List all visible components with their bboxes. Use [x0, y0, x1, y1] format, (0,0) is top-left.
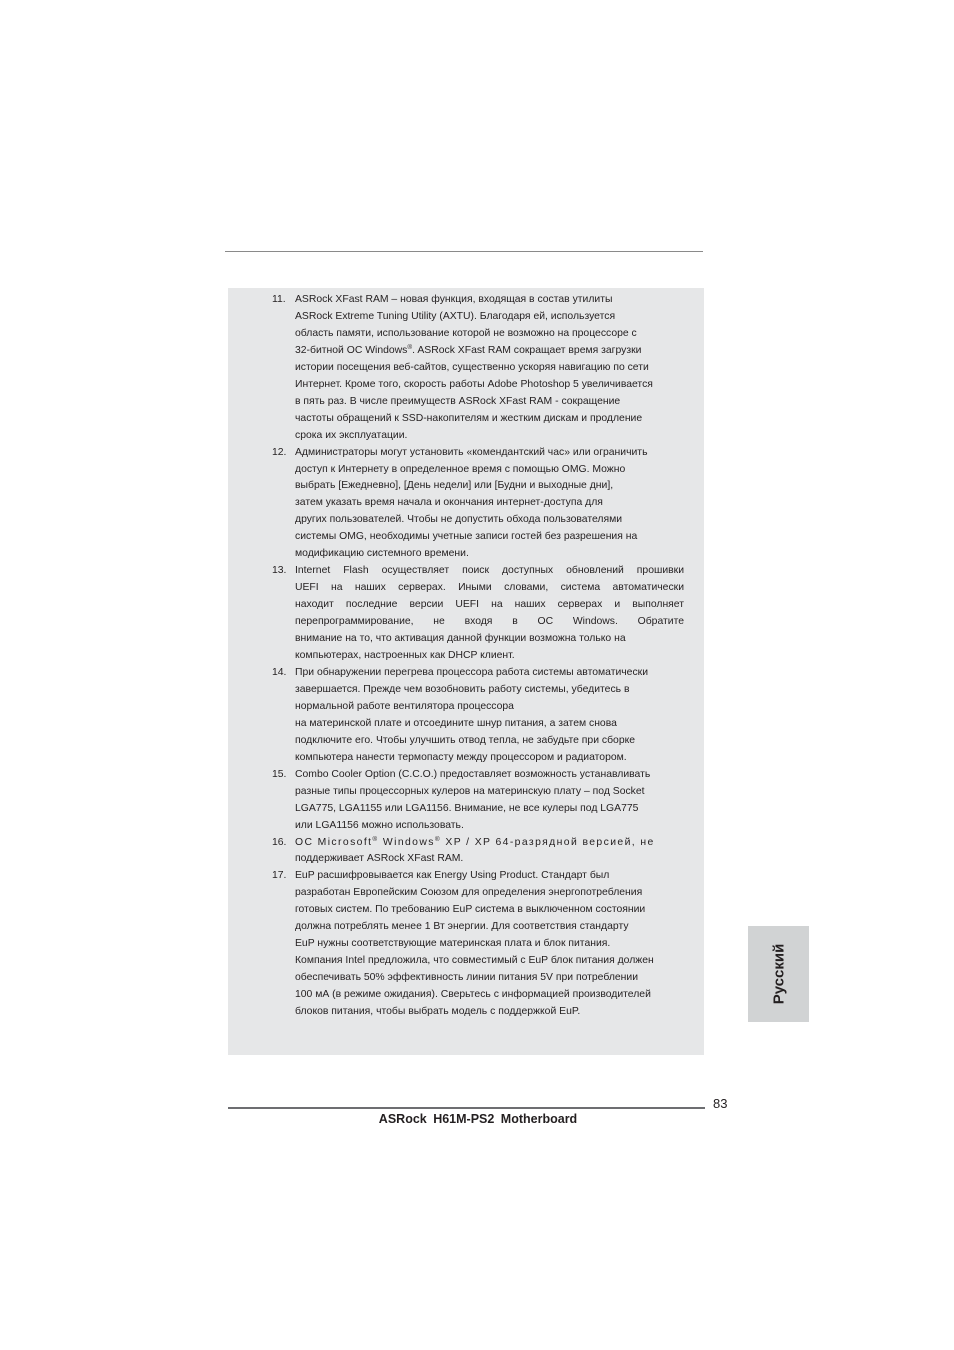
text-segment: блоков питания, чтобы выбрать модель с поддержкой EuP.: [295, 1006, 581, 1018]
text-segment: Combo Cooler Option (C.C.O.) предоставляет возможность устанавливать: [295, 768, 651, 780]
note-line: [295, 868, 684, 885]
text-segment: компьютерах, настроенных как DHCP клиент.: [295, 650, 515, 662]
registered-mark: ®: [372, 835, 379, 843]
note-line: [295, 953, 684, 970]
note-line: [295, 631, 684, 648]
note-text: [295, 665, 684, 767]
note-line: [295, 987, 684, 1004]
note-line: [295, 919, 684, 936]
note-line: [295, 326, 684, 343]
note-line: [295, 936, 684, 953]
text-segment: в пять раз. В числе преимуществ ASRock XFast RAM - сокращение: [295, 395, 621, 407]
text-segment: ASRock Extreme Tuning Utility (AXTU). Благодаря ей, используется: [295, 310, 616, 322]
text-segment: находит последние версии UEFI на наших серверах и выполняет: [295, 599, 684, 611]
text-segment: подключите его. Чтобы улучшить отвод тепла, не забудьте при сборке: [295, 734, 636, 746]
note-line: [295, 665, 684, 682]
text-segment: доступ к Интернету в определенное время с помощью OMG. Можно: [295, 463, 626, 475]
text-segment: завершается. Прежде чем возобновить работу системы, убедитесь в: [295, 683, 630, 695]
text-segment: компьютера нанести термопасту между процессором и радиатором.: [295, 751, 627, 763]
note-line: [295, 614, 684, 631]
note-line: [295, 563, 684, 580]
text-segment: частоты обращений к SSD-накопителям и жестким дискам и продление: [295, 412, 643, 424]
note-number: 16.: [272, 836, 287, 848]
note-line: [295, 343, 684, 360]
notes-list: [228, 292, 704, 1021]
text-segment: срока их эксплуатации.: [295, 429, 408, 441]
note-line: [295, 445, 684, 462]
note-text: [295, 868, 684, 1021]
note-line: [295, 682, 684, 699]
text-segment: При обнаружении перегрева процессора работа системы автоматически: [295, 666, 648, 678]
note-line: [295, 818, 684, 835]
language-tab-label: Русский: [770, 943, 787, 1005]
text-segment: LGA775, LGA1155 или LGA1156. Внимание, не все кулеры под LGA775: [295, 802, 639, 814]
text-segment: системы OMG, необходимы учетные записи гостей без разрешения на: [295, 531, 638, 543]
note-item: [228, 665, 704, 767]
page-number: 83: [713, 1096, 728, 1111]
note-line: [295, 716, 684, 733]
note-line: [295, 970, 684, 987]
footer-title: ASRock H61M-PS2 Motherboard: [378, 1112, 578, 1126]
note-line: [295, 495, 684, 512]
note-item: [228, 292, 704, 445]
note-line: [295, 512, 684, 529]
note-line: [295, 546, 684, 563]
text-segment: Администраторы могут установить «комендантский час» или ограничить: [295, 446, 648, 458]
note-line: [295, 835, 684, 852]
text-segment: Internet Flash осуществляет поиск доступных обновлений прошивки: [295, 565, 684, 577]
text-segment: готовых систем. По требованию EuP система в выключенном состоянии: [295, 904, 646, 916]
note-line: [295, 377, 684, 394]
note-line: [295, 580, 684, 597]
note-line: [295, 478, 684, 495]
text-segment: . ASRock XFast RAM сокращает время загрузки: [412, 344, 642, 356]
text-segment: ASRock XFast RAM – новая функция, входящая в состав утилиты: [295, 294, 613, 305]
text-segment: модификацию системного времени.: [295, 548, 469, 560]
text-segment: поддерживает ASRock XFast RAM.: [295, 853, 464, 865]
text-segment: EuP расшифровывается как Energy Using Product. Стандарт был: [295, 870, 610, 882]
note-line: [295, 292, 684, 309]
text-segment: истории посещения веб-сайтов, существенно ускоряя навигацию по сети: [295, 361, 649, 373]
text-segment: или LGA1156 можно использовать.: [295, 819, 464, 831]
note-number: 11.: [272, 294, 286, 305]
note-line: [295, 1004, 684, 1021]
note-line: [295, 394, 684, 411]
top-divider: [225, 251, 703, 252]
note-line: [295, 428, 684, 445]
note-item: [228, 563, 704, 665]
registered-mark: ®: [407, 343, 413, 351]
text-segment: Windows: [378, 836, 435, 848]
footer-divider: [228, 1107, 705, 1109]
text-segment: UEFI на наших серверах. Иными словами, система автоматически: [295, 582, 684, 594]
note-item: [228, 767, 704, 835]
note-line: [295, 733, 684, 750]
note-line: [295, 885, 684, 902]
text-segment: должна потреблять менее 1 Вт энергии. Для соответствия стандарту: [295, 921, 629, 933]
registered-mark: ®: [434, 835, 442, 843]
note-item: [228, 868, 704, 1021]
text-segment: обеспечивать 50% эффективность линии питания 5V при потреблении: [295, 972, 639, 984]
text-segment: EuP нужны соответствующие материнская плата и блок питания.: [295, 938, 611, 950]
note-text: [295, 835, 684, 869]
text-segment: нормальной работе вентилятора процессора: [295, 700, 514, 712]
text-segment: 100 мА (в режиме ожидания). Сверьтесь с информацией производителей: [295, 989, 651, 1001]
text-segment: Компания Intel предложила, что совместимый с EuP блок питания должен: [295, 955, 654, 967]
note-text: [295, 445, 684, 564]
text-segment: разработан Европейским Союзом для определения энергопотребления: [295, 887, 643, 899]
text-segment: других пользователей. Чтобы не допустить обхода пользователями: [295, 514, 623, 526]
note-number: 13.: [272, 565, 287, 577]
note-line: [295, 902, 684, 919]
note-line: [295, 851, 684, 868]
note-item: [228, 445, 704, 564]
text-segment: Интернет. Кроме того, скорость работы Adobe Photoshop 5 увеличивается: [295, 378, 653, 390]
note-line: [295, 784, 684, 801]
text-segment: ОС Microsoft: [295, 836, 373, 848]
note-number: 14.: [272, 666, 287, 678]
text-segment: внимание на то, что активация данной функции возможна только на: [295, 633, 626, 645]
note-number: 15.: [272, 768, 287, 780]
notes-panel: [228, 288, 704, 1055]
text-segment: область памяти, использование которой не возможно на процессоре с: [295, 327, 637, 339]
text-segment: XP / XP 64-разрядной версией, не: [441, 836, 655, 848]
note-item: [228, 835, 704, 869]
note-line: [295, 597, 684, 614]
note-line: [295, 648, 684, 665]
language-tab: [748, 926, 809, 1022]
note-text: [295, 767, 684, 835]
text-segment: перепрограммирование, не входя в ОС Windows. Обратите: [295, 616, 684, 628]
note-number: 17.: [272, 870, 287, 882]
note-line: [295, 750, 684, 767]
text-segment: затем указать время начала и окончания интернет-доступа для: [295, 497, 603, 509]
note-line: [295, 767, 684, 784]
text-segment: 32-битной ОС Windows: [295, 344, 408, 356]
text-segment: выбрать [Ежедневно], [День недели] или [Будни и выходные дни],: [295, 480, 614, 492]
note-line: [295, 801, 684, 818]
note-line: [295, 309, 684, 326]
note-line: [295, 462, 684, 479]
note-line: [295, 360, 684, 377]
note-line: [295, 699, 684, 716]
text-segment: разные типы процессорных кулеров на материнскую плату – под Socket: [295, 785, 645, 797]
note-line: [295, 411, 684, 428]
note-line: [295, 529, 684, 546]
text-segment: на материнской плате и отсоедините шнур питания, а затем снова: [295, 717, 617, 729]
note-text: [295, 563, 684, 665]
note-text: [295, 292, 684, 445]
note-number: 12.: [272, 446, 287, 458]
